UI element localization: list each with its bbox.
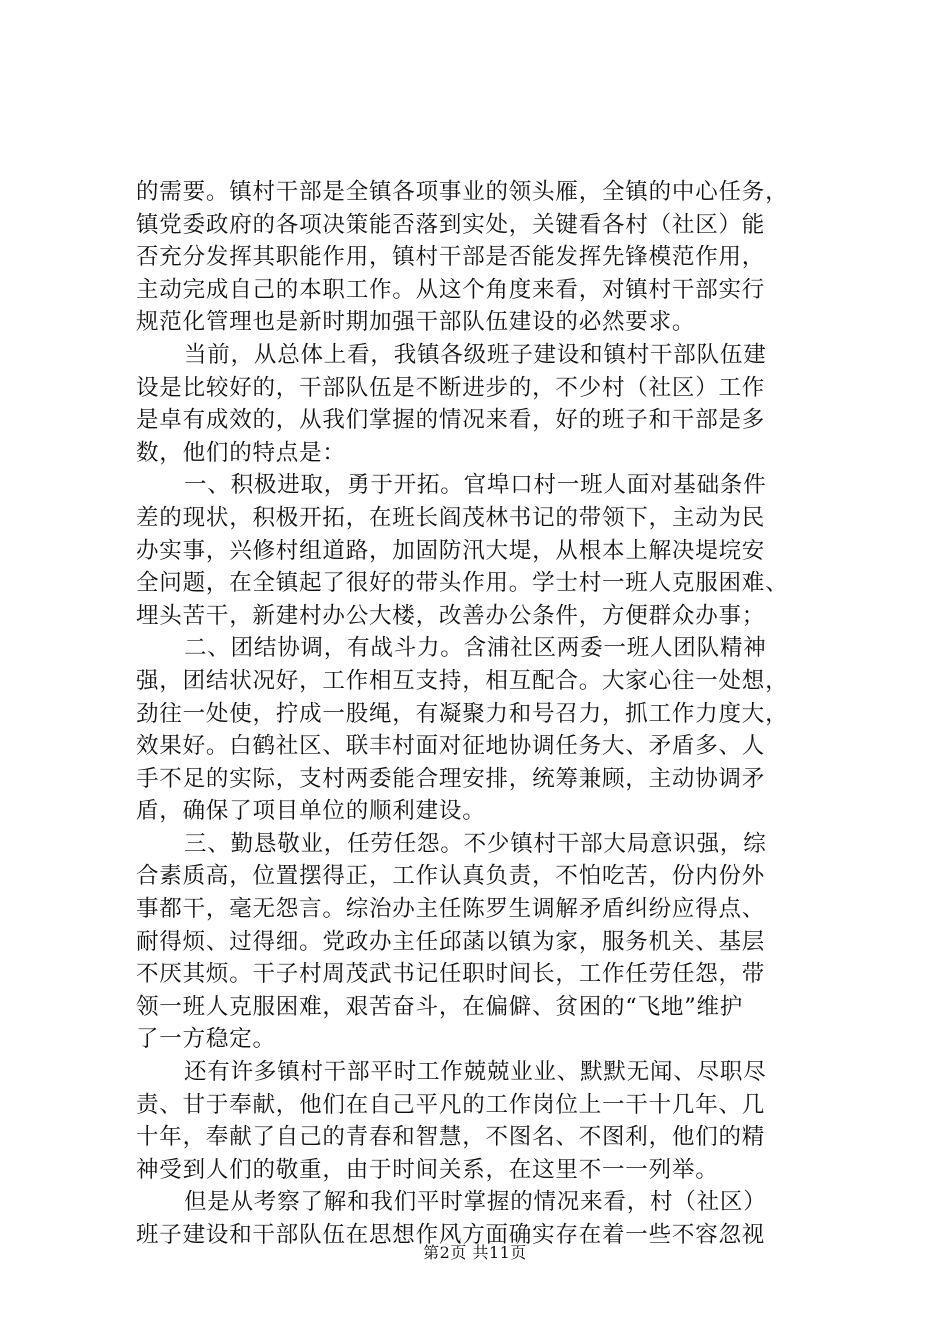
text-line: 的需要。镇村干部是全镇各项事业的领头雁，全镇的中心任务，	[136, 179, 789, 205]
paragraph-first-line: 三、勤恳敬业，任劳任怨。不少镇村干部大局意识强，综	[184, 830, 767, 857]
text-line: 规范化管理也是新时期加强干部队伍建设的必然要求。	[136, 309, 696, 336]
text-line: 数，他们的特点是：	[136, 439, 346, 466]
text-line: 镇党委政府的各项决策能否落到实处，关键看各村（社区）能	[136, 211, 766, 238]
text-line: 事都干，毫无怨言。综治办主任陈罗生调解矛盾纠纷应得点、	[136, 896, 766, 923]
text-line: 神受到人们的敬重，由于时间关系，在这里不一一列举。	[136, 1156, 719, 1183]
text-line: 全问题，在全镇起了很好的带头作用。学士村一班人克服困难、	[136, 570, 789, 597]
text-line: 责、甘于奉献，他们在自己平凡的工作岗位上一干十几年、几	[136, 1091, 766, 1118]
paragraph-first-line: 一、积极进取，勇于开拓。官埠口村一班人面对基础条件	[184, 472, 767, 499]
text-line: 效果好。白鹤社区、联丰村面对征地协调任务大、矛盾多、人	[136, 733, 766, 760]
text-line: 是卓有成效的，从我们掌握的情况来看，好的班子和干部是多	[136, 407, 766, 434]
paragraph-first-line: 二、团结协调，有战斗力。含浦社区两委一班人团队精神	[184, 635, 767, 662]
text-line: 埋头苦干，新建村办公大楼，改善办公条件，方便群众办事；	[136, 602, 766, 629]
text-line: 十年，奉献了自己的青春和智慧，不图名、不图利，他们的精	[136, 1124, 766, 1151]
text-line: 差的现状，积极开拓，在班长阎茂林书记的带领下，主动为民	[136, 504, 766, 531]
text-line: 劲往一处使，拧成一股绳，有凝聚力和号召力，抓工作力度大，	[136, 700, 789, 727]
text-line: 领一班人克服困难，艰苦奋斗，在偏僻、贫困的“飞地”维护	[136, 993, 744, 1020]
paragraph-first-line: 还有许多镇村干部平时工作兢兢业业、默默无闻、尽职尽	[184, 1059, 767, 1086]
body-text	[136, 176, 836, 1252]
text-line: 设是比较好的，干部队伍是不断进步的，不少村（社区）工作	[136, 374, 766, 401]
text-line: 合素质高，位置摆得正，工作认真负责，不怕吃苦，份内份外	[136, 863, 766, 890]
text-line: 办实事，兴修村组道路，加固防汛大堤，从根本上解决堤垸安	[136, 537, 766, 564]
text-line: 手不足的实际，支村两委能合理安排，统筹兼顾，主动协调矛	[136, 765, 766, 792]
text-line: 了一方稳定。	[136, 1026, 276, 1053]
page-footer: 第2页 共11页	[423, 1243, 527, 1262]
text-line: 耐得烦、过得细。党政办主任邱菡以镇为家，服务机关、基层	[136, 928, 766, 955]
text-line: 主动完成自己的本职工作。从这个角度来看，对镇村干部实行	[136, 276, 766, 303]
text-line: 不厌其烦。干子村周茂武书记任职时间长，工作任劳任怨，带	[136, 961, 766, 988]
paragraph-first-line: 当前，从总体上看，我镇各级班子建设和镇村干部队伍建	[184, 341, 767, 368]
text-line: 强，团结状况好，工作相互支持，相互配合。大家心往一处想，	[136, 667, 789, 694]
text-line: 否充分发挥其职能作用，镇村干部是否能发挥先锋模范作用，	[136, 244, 766, 271]
text-line: 盾，确保了项目单位的顺利建设。	[136, 798, 486, 825]
text-line: 班子建设和干部队伍在思想作风方面确实存在着一些不容忽视	[136, 1222, 766, 1248]
paragraph-first-line: 但是从考察了解和我们平时掌握的情况来看，村（社区）	[184, 1189, 767, 1216]
